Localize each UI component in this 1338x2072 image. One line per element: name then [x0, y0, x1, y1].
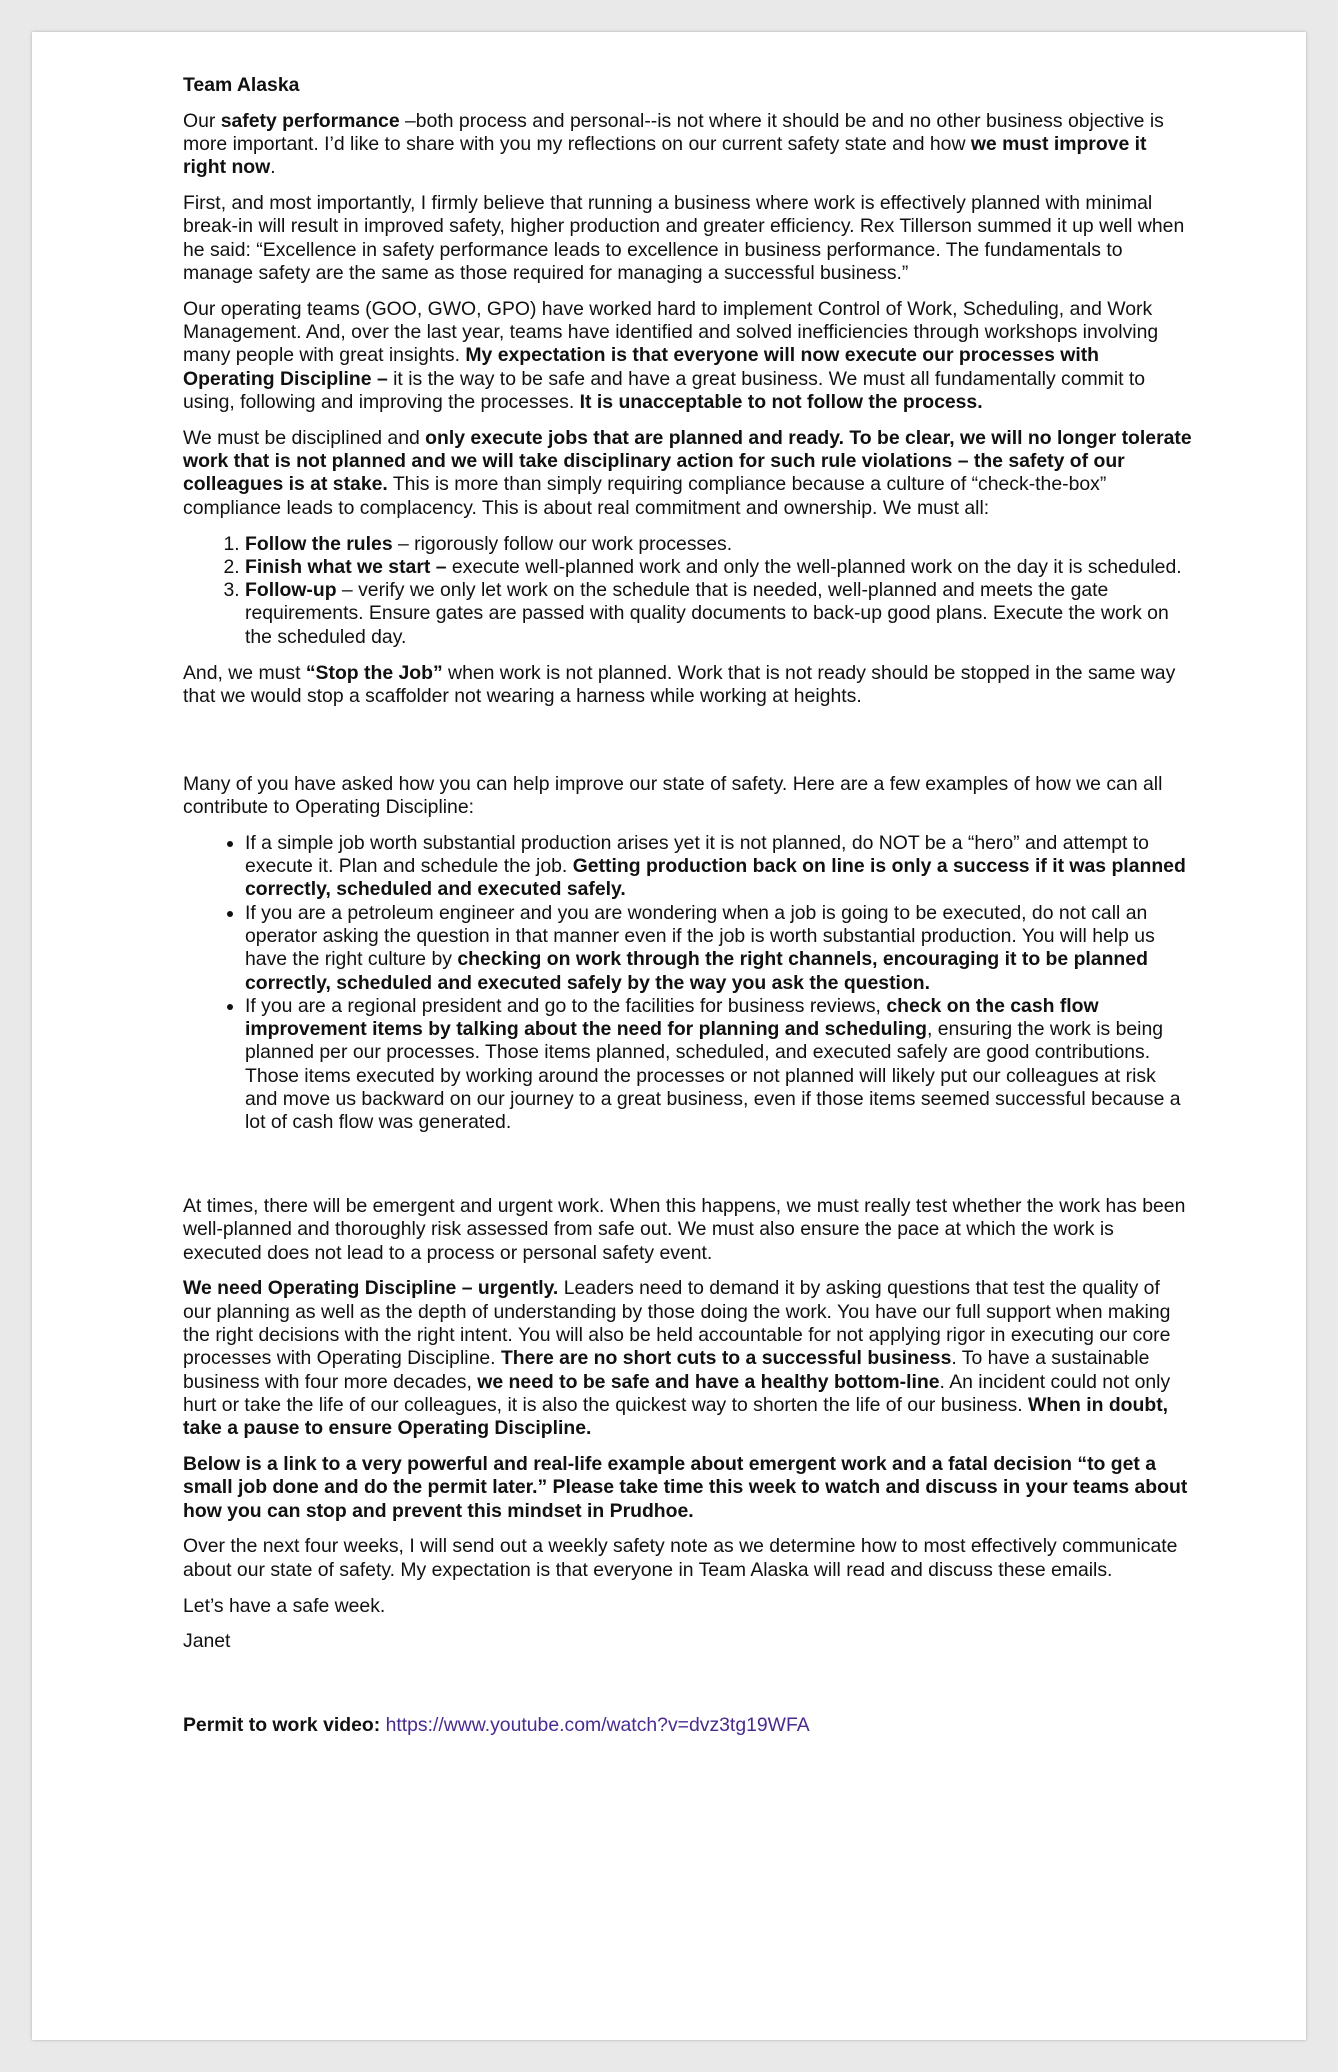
- paragraph-weekly-note: Over the next four weeks, I will send out a weekly safety note as we determine how to most effectively communicate about our state of safety. My expectation is that everyone in Team Alaska will read and discuss these emails.: [183, 1535, 1178, 1581]
- list-item: 1. Follow the rules – rigorously follow our work processes.: [245, 533, 1193, 556]
- list-item: 3. Follow-up – verify we only let work on the schedule that is needed, well-planned and meets the gate requirements. Ensure gates are passed with quality documents to back-up good plans. Execute the work on the scheduled day.: [245, 579, 1193, 649]
- document-page: [32, 32, 1306, 2040]
- video-label: Permit to work video:: [183, 1714, 381, 1737]
- list-item: • If a simple job worth substantial production arises yet it is not planned, do NOT be a “hero” and attempt to execute it. Plan and schedule the job. Getting production back on line is only a success if it was planned correctly, scheduled and executed safely.: [245, 832, 1193, 902]
- list-item: • If you are a petroleum engineer and you are wondering when a job is going to be executed, do not call an operator asking the question in that manner even if the job is worth substantial production. You will help us have the right culture by checking on work through the right channels, encouraging it to be planned correctly, scheduled and executed safely by the way you ask the question.: [245, 902, 1193, 995]
- spacer: [183, 1666, 1193, 1714]
- document-title: Team Alaska: [183, 74, 300, 96]
- spacer: [183, 1147, 1193, 1195]
- paragraph-operating-discipline: We need Operating Discipline – urgently. Leaders need to demand it by asking questions that test the quality of our planning as well as the depth of understanding by those doing the work. You have our full support when making the right decisions with the right intent. You will also be held accountable for not applying rigor in executing our core processes with Operating Discipline. There are no short cuts to a successful business. To have a sustainable business with four more decades, we need to be safe and have a healthy bottom-line. An incident could not only hurt or take the life of our colleagues, it is also the quickest way to shorten the life of our business. When in doubt, take a pause to ensure Operating Discipline.: [183, 1277, 1171, 1440]
- paragraph-operating-teams: Our operating teams (GOO, GWO, GPO) have worked hard to implement Control of Work, Scheduling, and Work Management. And, over the last year, teams have identified and solved inefficiencies through workshops involving many people with great insights. My expectation is that everyone will now execute our processes with Operating Discipline – it is the way to be safe and have a great business. We must all fundamentally commit to using, following and improving the processes. It is unacceptable to not follow the process.: [183, 297, 1159, 414]
- must-all-list: [183, 533, 1193, 649]
- video-link[interactable]: https://www.youtube.com/watch?v=dvz3tg19WFA: [385, 1714, 810, 1737]
- paragraph-safety-performance: Our safety performance –both process and personal--is not where it should be and no other business objective is more important. I’d like to share with you my reflections on our current safety state and how we must improve it right now.: [183, 109, 1164, 179]
- signature: Janet: [183, 1630, 231, 1653]
- paragraph-help-improve: Many of you have asked how you can help improve our state of safety. Here are a few examples of how we can all contribute to Operating Discipline:: [183, 772, 1163, 818]
- paragraph-emergent-work: At times, there will be emergent and urgent work. When this happens, we must really test whether the work has been well-planned and thoroughly risk assessed from safe out. We must also ensure the pace at which the work is executed does not lead to a process or personal safety event.: [183, 1195, 1186, 1264]
- paragraph-tillerson-quote: First, and most importantly, I firmly believe that running a business where work is effectively planned with minimal break-in will result in improved safety, higher production and greater efficiency. Rex Tillerson summed it up well when he said: “Excellence in safety performance leads to excellence in business performance. The fundamentals to manage safety are the same as those required for managing a successful business.”: [183, 192, 1185, 285]
- video-line: [183, 1714, 1193, 1737]
- document-body: [183, 74, 1193, 1750]
- paragraph-disciplined: We must be disciplined and only execute jobs that are planned and ready. To be clear, we will no longer tolerate work that is not planned and we will take disciplinary action for such rule violations – the safety of our colleagues is at stake. This is more than simply requiring compliance because a culture of “check-the-box” compliance leads to complacency. This is about real commitment and ownership. We must all:: [183, 426, 1192, 519]
- examples-list: [183, 832, 1193, 1135]
- paragraph-stop-the-job: And, we must “Stop the Job” when work is not planned. Work that is not ready should be stopped in the same way that we would stop a scaffolder not wearing a harness while working at heights.: [183, 661, 1176, 707]
- spacer: [183, 721, 1193, 773]
- list-item: 2. Finish what we start – execute well-planned work and only the well-planned work on the day it is scheduled.: [245, 556, 1193, 579]
- list-item: • If you are a regional president and go to the facilities for business reviews, check on the cash flow improvement items by talking about the need for planning and scheduling, ensuring the work is being planned per our processes. Those items planned, scheduled, and executed safely are good contributions. Those items executed by working around the processes or not planned will likely put our colleagues at risk and move us backward on our journey to a great business, even if those items seemed successful because a lot of cash flow was generated.: [245, 995, 1193, 1135]
- paragraph-link-intro: Below is a link to a very powerful and real-life example about emergent work and a fatal decision “to get a small job done and do the permit later.” Please take time this week to watch and discuss in your teams about how you can stop and prevent this mindset in Prudhoe.: [183, 1453, 1188, 1522]
- paragraph-safe-week: Let’s have a safe week.: [183, 1594, 386, 1617]
